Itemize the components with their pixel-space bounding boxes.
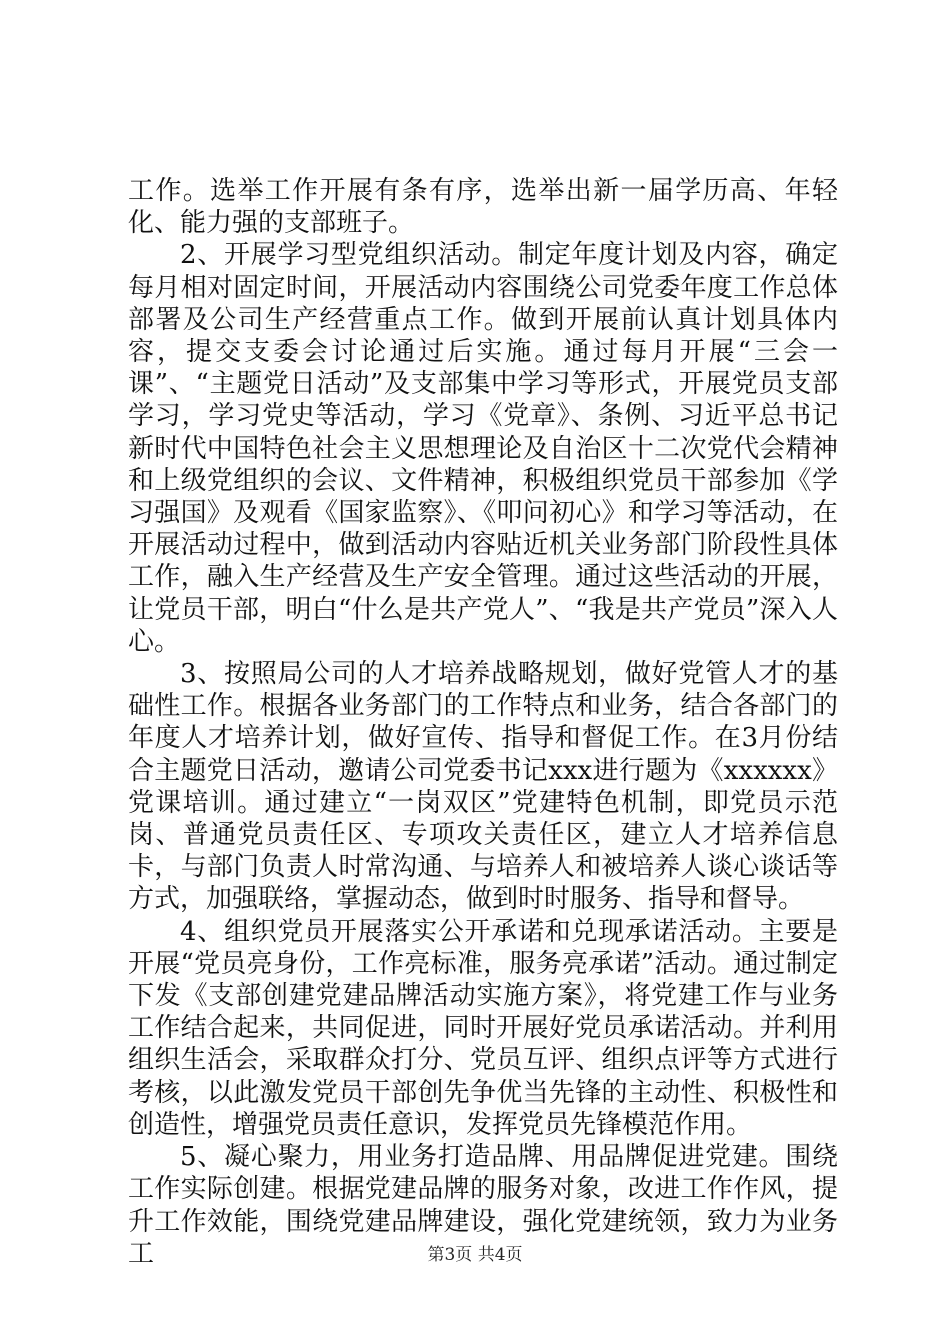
paragraph-continuation: 工作。选举工作开展有条有序，选举出新一届学历高、年轻化、能力强的支部班子。: [128, 176, 838, 239]
page-number-footer: 第3页 共4页: [427, 1245, 523, 1265]
paragraph-item-4: 4、组织党员开展落实公开承诺和兑现承诺活动。主要是开展“党员亮身份，工作亮标准，服务亮承诺”活动。通过制定下发《支部创建党建品牌活动实施方案》，将党建工作与业务工作结合起来，共同促进，同时开展好党员承诺活动。并利用组织生活会，采取群众打分、党员互评、组织点评等方式进行考核，以此激发党员干部创先争优当先锋的主动性、积极性和创造性，增强党员责任意识，发挥党员先锋模范作用。: [128, 916, 838, 1140]
paragraph-item-5: 5、凝心聚力，用业务打造品牌、用品牌促进党建。围绕工作实际创建。根据党建品牌的服务对象，改进工作作风，提升工作效能，围绕党建品牌建设，强化党建统领，致力为业务工: [128, 1142, 838, 1269]
document-body: [128, 175, 838, 1270]
paragraph-item-2: 2、开展学习型党组织活动。制定年度计划及内容，确定每月相对固定时间，开展活动内容围绕公司党委年度工作总体部署及公司生产经营重点工作。做到开展前认真计划具体内容，提交支委会讨论通过后实施。通过每月开展“三会一课”、“主题党日活动”及支部集中学习等形式，开展党员支部学习，学习党史等活动，学习《党章》、条例、习近平总书记新时代中国特色社会主义思想理论及自治区十二次党代会精神和上级党组织的会议、文件精神，积极组织党员干部参加《学习强国》及观看《国家监察》、《叩问初心》和学习等活动，在开展活动过程中，做到活动内容贴近机关业务部门阶段性具体工作，融入生产经营及生产安全管理。通过这些活动的开展，让党员干部，明白“什么是共产党人”、“我是共产党员”深入人心。: [128, 240, 838, 657]
paragraph-item-3: 3、按照局公司的人才培养战略规划，做好党管人才的基础性工作。根据各业务部门的工作特点和业务，结合各部门的年度人才培养计划，做好宣传、指导和督促工作。在3月份结合主题党日活动，邀请公司党委书记xxx进行题为《xxxxxx》党课培训。通过建立“一岗双区”党建特色机制，即党员示范岗、普通党员责任区、专项攻关责任区，建立人才培养信息卡，与部门负责人时常沟通、与培养人和被培养人谈心谈话等方式，加强联络，掌握动态，做到时时服务、指导和督导。: [128, 659, 838, 915]
